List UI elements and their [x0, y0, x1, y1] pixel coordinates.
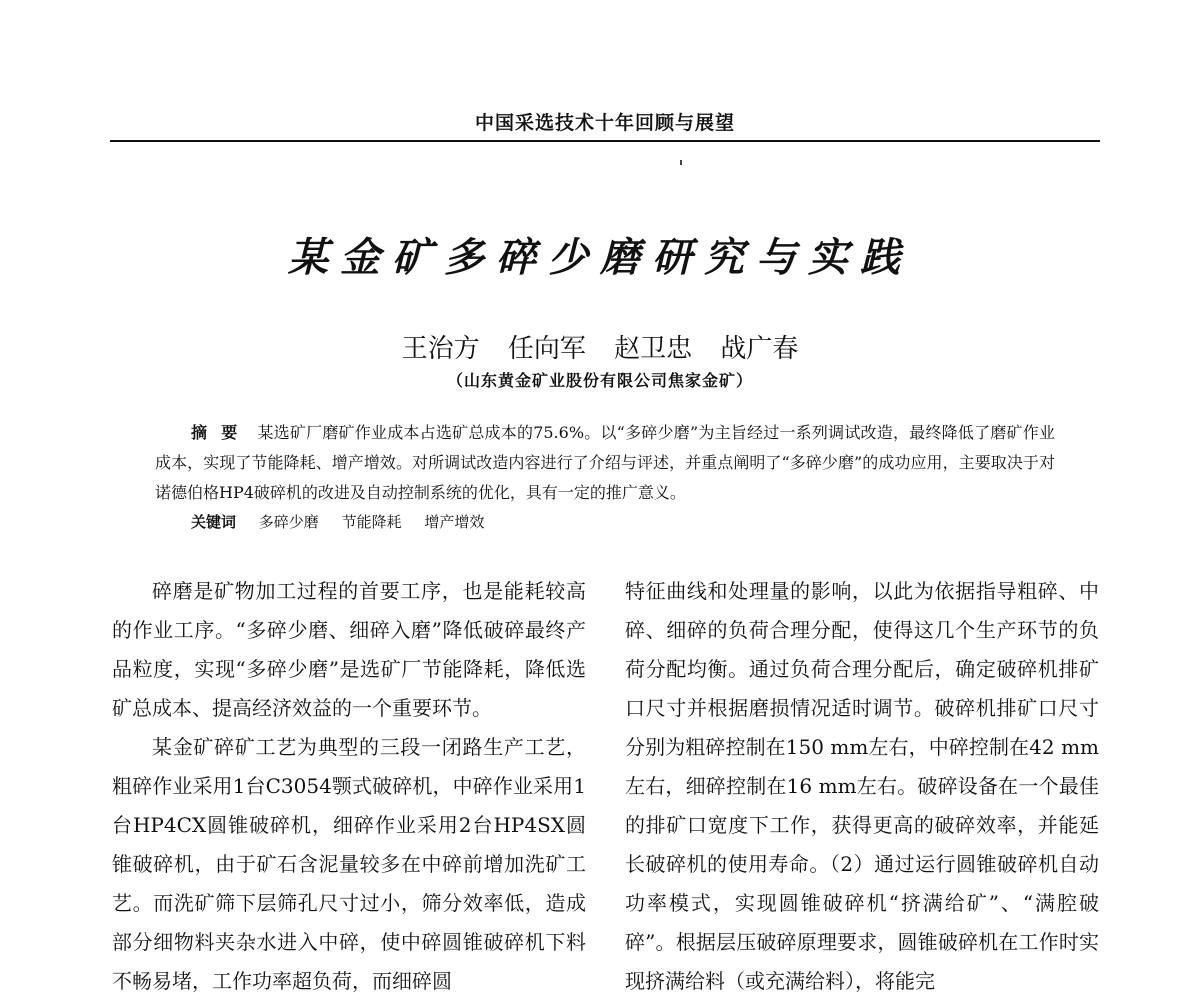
body-paragraph: 某金矿碎矿工艺为典型的三段一闭路生产工艺，粗碎作业采用1台C3054颚式破碎机，中碎作业采用1台HP4CX圆锥破碎机，细碎作业采用2台HP4SX圆锥破碎机，由于矿石含泥量较多在中碎前增加洗矿工艺。而洗矿筛下层筛孔尺寸过小，筛分效率低，造成部分细物料夹杂水进入中碎，使中碎圆锥破碎机下料不畅易堵，工作功率超负荷，而细碎圆	[112, 735, 586, 993]
author-name: 赵卫忠	[614, 334, 693, 364]
running-header: 中国采选技术十年回顾与展望	[474, 112, 735, 134]
author-list	[0, 328, 1200, 365]
affiliation: （山东黄金矿业股份有限公司焦家金矿）	[446, 371, 753, 390]
scan-mark	[680, 160, 682, 165]
abstract-text: 某选矿厂磨矿作业成本占选矿总成本的75.6%。以“多碎少磨”为主旨经过一系列调试改造，最终降低了磨矿作业成本，实现了节能降耗、增产增效。对所调试改造内容进行了介绍与评述，并重点阐明了“多碎少磨”的成功应用，主要取决于对诺德伯格HP4破碎机的改进及自动控制系统的优化，具有一定的推广意义。	[155, 423, 1055, 502]
keywords	[191, 510, 1051, 534]
abstract	[155, 418, 1055, 508]
keyword: 节能降耗	[341, 513, 402, 531]
body-paragraph: 碎磨是矿物加工过程的首要工序，也是能耗较高的作业工序。“多碎少磨、细碎入磨”降低破碎最终产品粒度，实现“多碎少磨”是选矿厂节能降耗，降低选矿总成本、提高经济效益的一个重要环节。	[112, 579, 586, 720]
author-name: 任向军	[507, 334, 586, 364]
abstract-label: 摘要	[191, 423, 252, 442]
author-name: 王治方	[401, 334, 480, 364]
keyword: 增产增效	[424, 513, 485, 531]
keyword: 多碎少磨	[258, 513, 319, 531]
body-column-left	[112, 572, 586, 1001]
body-paragraph: 特征曲线和处理量的影响，以此为依据指导粗碎、中碎、细碎的负荷合理分配，使得这几个生产环节的负荷分配均衡。通过负荷合理分配后，确定破碎机排矿口尺寸并根据磨损情况适时调节。破碎机排矿口尺寸分别为粗碎控制在150 mm左右，中碎控制在42 mm左右，细碎控制在16 mm左右。破碎设备在一个最佳的排矿口宽度下工作，获得更高的破碎效率，并能延长破碎机的使用寿命。（2）通过运行圆锥破碎机自动功率模式，实现圆锥破碎机“挤满给矿”、“满腔破碎”。根据层压破碎原理要求，圆锥破碎机在工作时实现挤满给料（或充满给料），将能完	[625, 579, 1099, 993]
header-rule	[110, 140, 1100, 142]
paper-title: 某金矿多碎少磨研究与实践	[288, 234, 912, 281]
body-column-right	[625, 572, 1099, 1001]
author-name: 战广春	[720, 334, 799, 364]
keywords-label: 关键词	[191, 513, 237, 531]
